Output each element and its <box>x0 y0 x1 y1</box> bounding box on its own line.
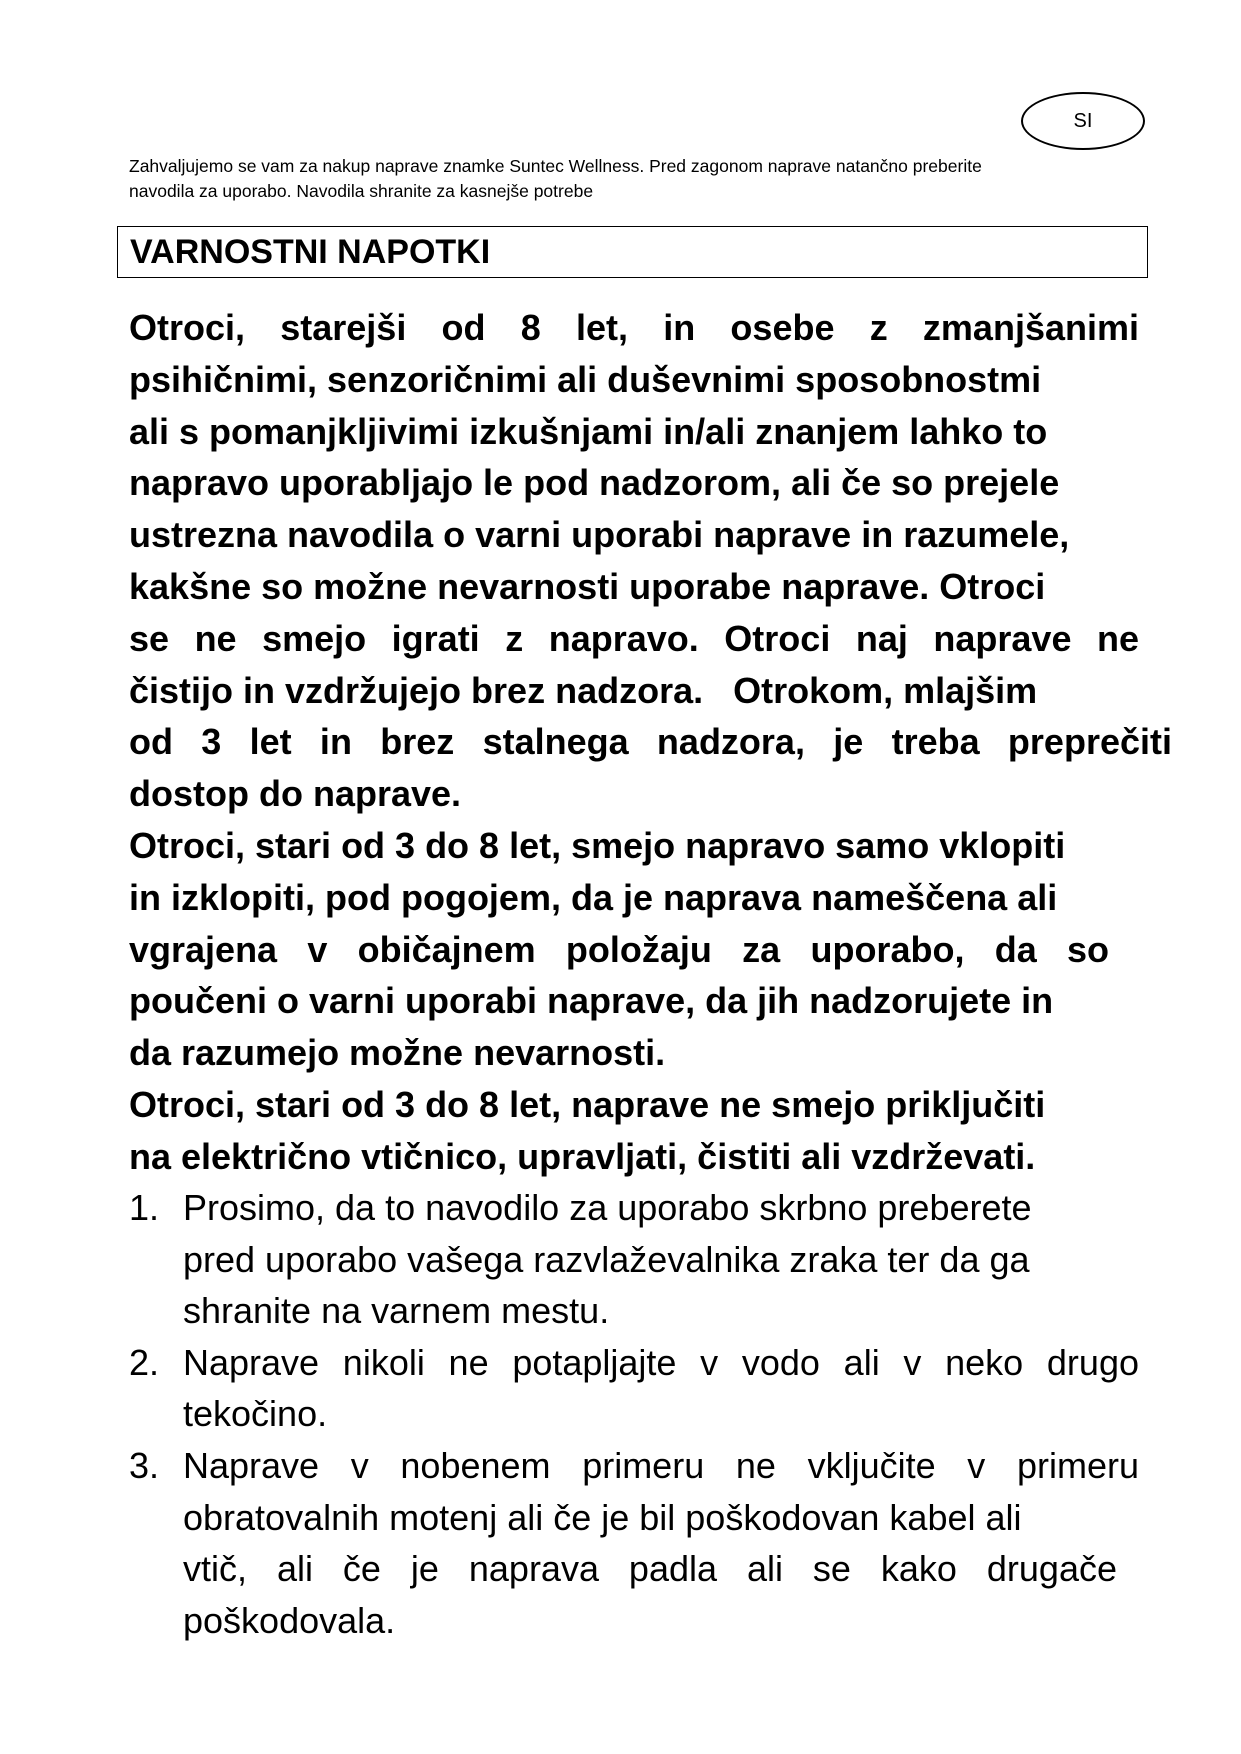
section-title: VARNOSTNI NAPOTKI <box>117 226 1148 278</box>
warning-line: poučeni o varni uporabi naprave, da jih nadzorujete in <box>129 980 1054 1022</box>
intro-line: navodila za uporabo. Navodila shranite za kasnejše potrebe <box>129 181 594 201</box>
warning-paragraph <box>129 302 1172 820</box>
list-item-line: poškodovala. <box>183 1599 396 1641</box>
list-item-line: Naprave nikoli ne potapljajte v vodo ali v neko drugo <box>183 1341 1139 1383</box>
list-item-number: 2. <box>129 1341 160 1383</box>
instruction-list <box>129 1182 1139 1646</box>
warning-line: vgrajena v običajnem položaju za uporabo, da so <box>129 928 1109 970</box>
language-badge: SI <box>1021 92 1145 150</box>
warning-line: in izklopiti, pod pogojem, da je naprava nameščena ali <box>129 876 1058 918</box>
warning-paragraph <box>129 1079 1139 1183</box>
warning-line: od 3 let in brez stalnega nadzora, je treba preprečiti <box>129 721 1172 763</box>
warning-line: se ne smejo igrati z napravo. Otroci naj naprave ne <box>129 617 1139 659</box>
list-item-number: 1. <box>129 1187 160 1228</box>
list-item-line: pred uporabo vašega razvlaževalnika zraka ter da ga <box>183 1238 1030 1280</box>
warning-line: dostop do naprave. <box>129 773 462 815</box>
warning-line: psihičnimi, senzoričnimi ali duševnimi sposobnostmi <box>129 358 1042 400</box>
list-item-number: 3. <box>129 1444 160 1486</box>
list-item-line: obratovalnih motenj ali če je bil poškodovan kabel ali <box>183 1496 1022 1538</box>
list-item-line: Prosimo, da to navodilo za uporabo skrbno preberete <box>183 1187 1032 1228</box>
warning-line: ustrezna navodila o varni uporabi naprave in razumele, <box>129 514 1070 556</box>
list-item-line: Naprave v nobenem primeru ne vključite v primeru <box>183 1444 1139 1486</box>
warning-line: čistijo in vzdržujejo brez nadzora. Otrokom, mlajšim <box>129 669 1038 711</box>
list-item <box>129 1337 1139 1440</box>
intro-text <box>129 154 1129 204</box>
warning-line: na električno vtičnico, upravljati, čistiti ali vzdrževati. <box>129 1135 1036 1177</box>
list-item-line: shranite na varnem mestu. <box>183 1290 610 1332</box>
warning-line: napravo uporabljajo le pod nadzorom, ali če so prejele <box>129 462 1060 504</box>
list-item <box>129 1440 1139 1646</box>
intro-line: Zahvaljujemo se vam za nakup naprave znamke Suntec Wellness. Pred zagonom naprave natančno preberite <box>129 156 982 176</box>
warning-line: Otroci, stari od 3 do 8 let, naprave ne smejo priključiti <box>129 1083 1046 1125</box>
safety-warning <box>129 302 1172 1183</box>
warning-line: ali s pomanjkljivimi izkušnjami in/ali znanjem lahko to <box>129 410 1048 452</box>
list-item-line: vtič, ali če je naprava padla ali se kako drugače <box>183 1548 1117 1590</box>
warning-line: kakšne so možne nevarnosti uporabe naprave. Otroci <box>129 565 1046 607</box>
warning-line: Otroci, stari od 3 do 8 let, smejo napravo samo vklopiti <box>129 824 1066 866</box>
warning-line: da razumejo možne nevarnosti. <box>129 1032 666 1074</box>
list-item-line: tekočino. <box>183 1393 328 1435</box>
list-item <box>129 1182 1139 1337</box>
warning-paragraph <box>129 820 1139 1079</box>
warning-line: Otroci, starejši od 8 let, in osebe z zmanjšanimi <box>129 307 1139 348</box>
